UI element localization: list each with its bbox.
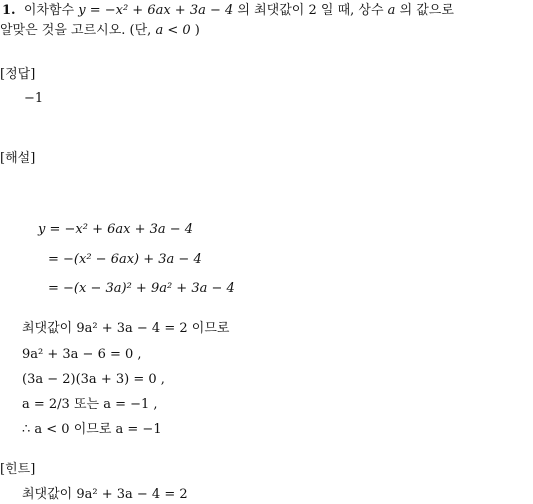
- solution-step-2: [48, 252, 202, 268]
- problem-text-mid: 의 최댓값이 2 일 때, 상수: [237, 3, 384, 18]
- hint-text: 최댓값이 9a² + 3a − 4 = 2: [22, 487, 188, 502]
- solution-label: [해설]: [0, 151, 36, 166]
- problem-line-2: [0, 23, 200, 39]
- problem-condition: a < 0: [155, 23, 191, 38]
- solution-line-3: (3a − 2)(3a + 3) = 0 ,: [22, 372, 165, 387]
- solution-line-4: [22, 397, 158, 413]
- hint-label: [힌트]: [0, 462, 36, 477]
- problem-text-after: 의 값으로: [399, 3, 454, 18]
- answer-value: −1: [24, 91, 44, 106]
- problem-line-1: [2, 3, 454, 19]
- problem-number: 1.: [2, 3, 16, 18]
- problem-line2-close: ): [194, 23, 200, 38]
- problem-var: a: [387, 3, 396, 18]
- problem-line2-text: 알맞은 것을 고르시오. (단,: [0, 23, 152, 38]
- step-2-text: = −(x² − 6ax) + 3a − 4: [48, 252, 202, 267]
- solution-step-3: [48, 281, 235, 297]
- solution-step-1: [38, 222, 193, 238]
- solution-line-2: 9a² + 3a − 6 = 0 ,: [22, 347, 142, 362]
- solution-line-1: 최댓값이 9a² + 3a − 4 = 2 이므로: [22, 321, 230, 336]
- step-1-text: y = −x² + 6ax + 3a − 4: [38, 222, 194, 237]
- problem-text-before: 이차함수: [23, 3, 75, 18]
- step-3-text: = −(x − 3a)² + 9a² + 3a − 4: [48, 281, 235, 296]
- answer-label: [정답]: [0, 67, 36, 82]
- problem-equation: y = −x² + 6ax + 3a − 4: [78, 3, 234, 18]
- solution-line-5: ∴ a < 0 이므로 a = −1: [22, 422, 162, 437]
- solution-line-4-text: a = 2/3 또는 a = −1 ,: [22, 397, 158, 412]
